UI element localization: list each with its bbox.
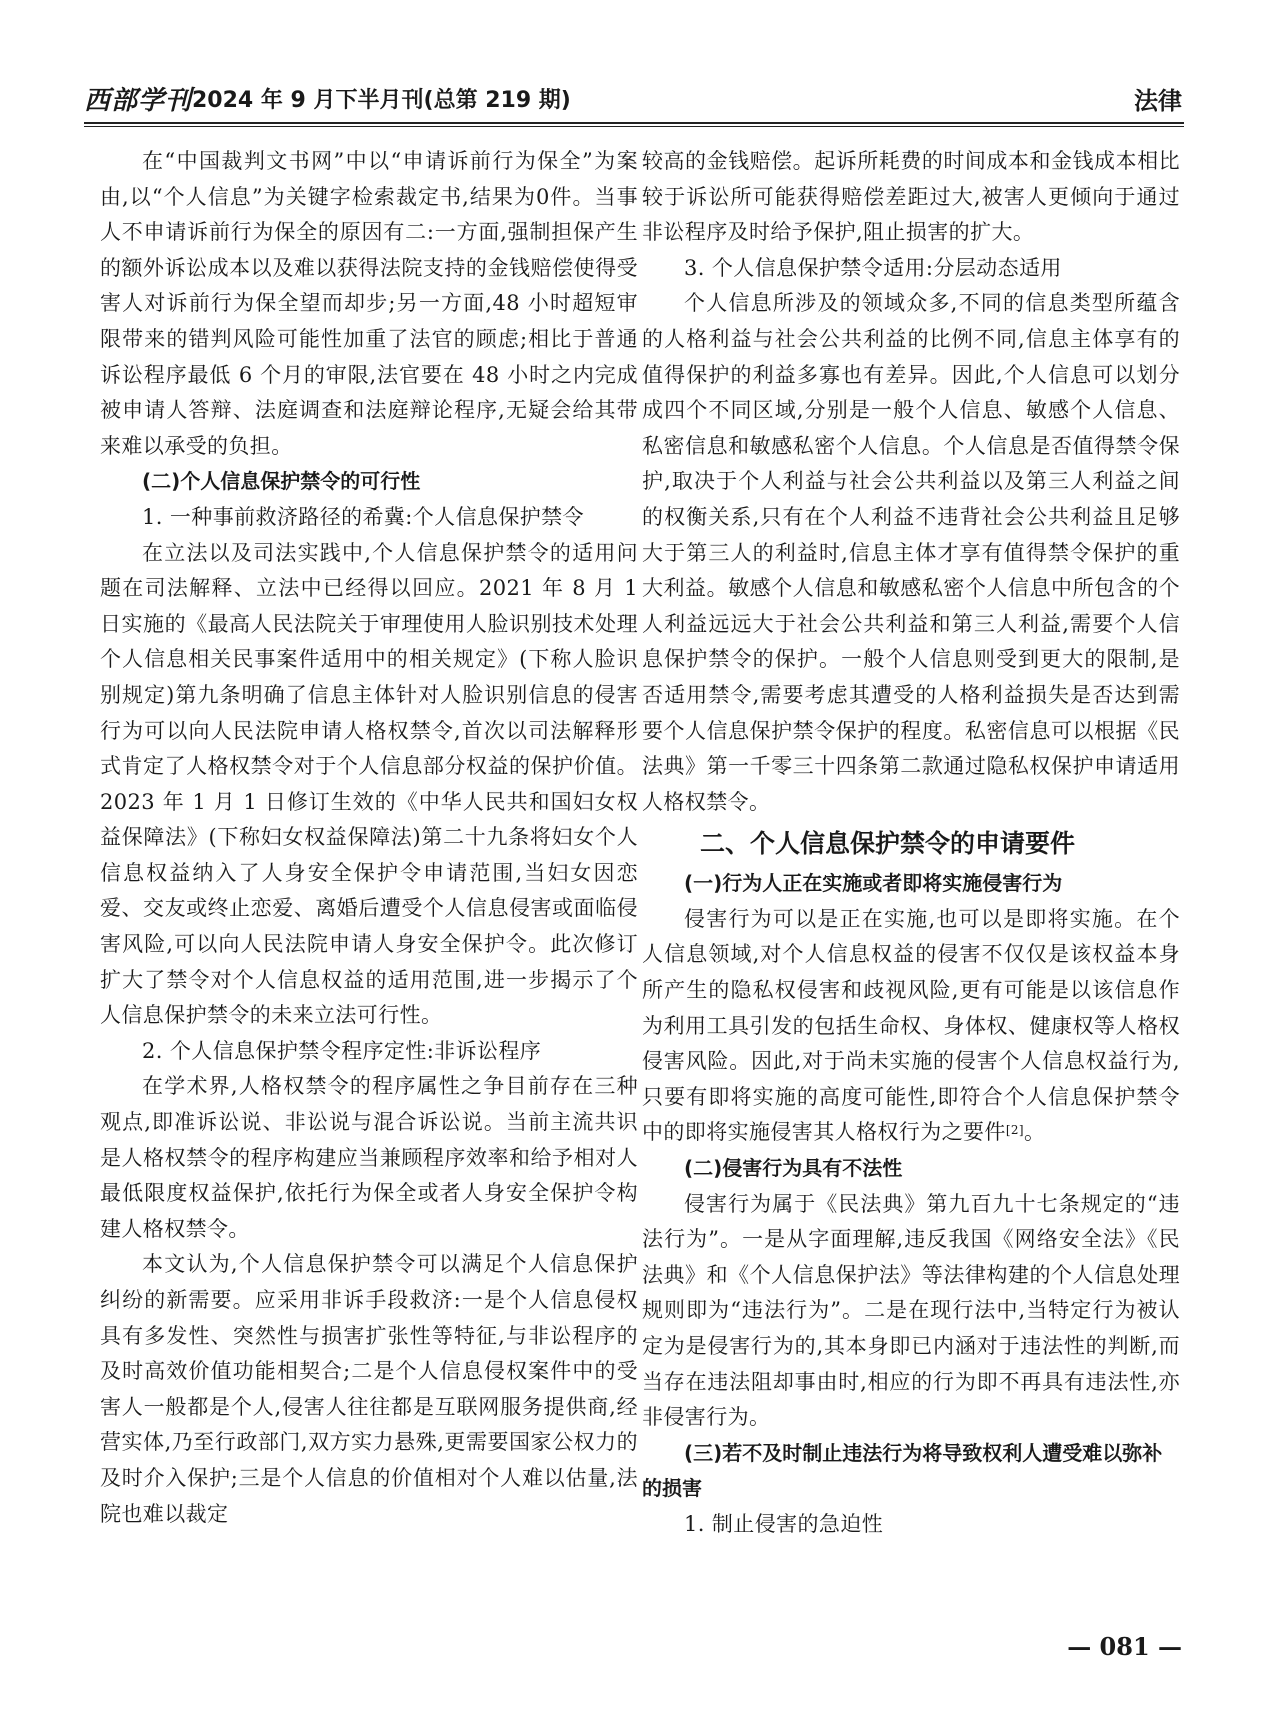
running-header <box>84 84 1184 124</box>
body-paragraph: 在“中国裁判文书网”中以“申请诉前行为保全”为案由,以“个人信息”为关键字检索裁定书,结果为0件。当事人不申请诉前行为保全的原因有二:一方面,强制担保产生的额外诉讼成本以及难以获得法院支持的金钱赔偿使得受害人对诉前行为保全望而却步;另一方面,48 小时超短审限带来的错判风险可能性加重了法官的顾虑;相比于普通诉讼程序最低 6 个月的审限,法官要在 48 小时之内完成被申请人答辩、法庭调查和法庭辩论程序,无疑会给其带来难以承受的负担。 <box>100 149 638 458</box>
body-paragraph <box>642 902 1180 1151</box>
body-paragraph: 个人信息所涉及的领域众多,不同的信息类型所蕴含的人格利益与社会公共利益的比例不同,信息主体享有的值得保护的利益多寡也有差异。因此,个人信息可以划分成四个不同区域,分别是一般个人信息、敏感个人信息、私密信息和敏感私密个人信息。个人信息是否值得禁令保护,取决于个人利益与社会公共利益以及第三人利益之间的权衡关系,只有在个人利益不违背社会公共利益且足够大于第三人的利益时,信息主体才享有值得禁令保护的重大利益。敏感个人信息和敏感私密个人信息中所包含的个人利益远远大于社会公共利益和第三人利益,需要个人信息保护禁令的保护。一般个人信息则受到更大的限制,是否适用禁令,需要考虑其遭受的人格利益损失是否达到需要个人信息保护禁令保护的程度。私密信息可以根据《民法典》第一千零三十四条第二款通过隐私权保护申请适用人格权禁令。 <box>642 291 1180 814</box>
right-column <box>642 144 1180 1543</box>
paragraph-end: 。 <box>1024 1120 1046 1145</box>
subsection-heading: (三)若不及时制止违法行为将导致权利人遭受难以弥补的损害 <box>642 1440 1163 1501</box>
numbered-subheading: 2. 个人信息保护禁令程序定性:非诉讼程序 <box>142 1038 542 1063</box>
header-rule-thin <box>84 126 1184 127</box>
paragraph-text: 侵害行为可以是正在实施,也可以是即将实施。在个人信息领域,对个人信息权益的侵害不仅仅是该权益本身所产生的隐私权侵害和歧视风险,更有可能是以该信息作为利用工具引发的包括生命权、身体权、健康权等人格权侵害风险。因此,对于尚未实施的侵害个人信息权益行为,只要有即将实施的高度可能性,即符合个人信息保护禁令中的即将实施侵害其人格权行为之要件 <box>642 906 1180 1145</box>
citation-marker: [2] <box>1005 1123 1025 1138</box>
header-rule <box>84 122 1184 124</box>
numbered-subheading: 1. 一种事前救济路径的希冀:个人信息保护禁令 <box>142 504 584 529</box>
journal-logo: 西部学刊 <box>84 86 193 116</box>
left-column <box>100 144 638 1532</box>
body-paragraph: 在立法以及司法实践中,个人信息保护禁令的适用问题在司法解释、立法中已经得以回应。2021 年 8 月 1 日实施的《最高人民法院关于审理使用人脸识别技术处理个人信息相关民事案件适用中的相关规定》(下称人脸识别规定)第九条明确了信息主体针对人脸识别信息的侵害行为可以向人民法院申请人格权禁令,首次以司法解释形式肯定了人格权禁令对于个人信息部分权益的保护价值。2023 年 1 月 1 日修订生效的《中华人民共和国妇女权益保障法》(下称妇女权益保障法)第二十九条将妇女个人信息权益纳入了人身安全保护令申请范围,当妇女因恋爱、交友或终止恋爱、离婚后遭受个人信息侵害或面临侵害风险,可以向人民法院申请人身安全保护令。此次修订扩大了禁令对个人信息权益的适用范围,进一步揭示了个人信息保护禁令的未来立法可行性。 <box>100 540 638 1028</box>
page-number: — 081 — <box>1067 1632 1182 1661</box>
section-heading: 二、个人信息保护禁令的申请要件 <box>700 829 1076 859</box>
body-paragraph: 较高的金钱赔偿。起诉所耗费的时间成本和金钱成本相比较于诉讼所可能获得赔偿差距过大,被害人更倾向于通过非讼程序及时给予保护,阻止损害的扩大。 <box>642 149 1180 245</box>
section-name: 法律 <box>1134 87 1182 115</box>
numbered-subheading: 1. 制止侵害的急迫性 <box>684 1511 884 1536</box>
body-paragraph: 在学术界,人格权禁令的程序属性之争目前存在三种观点,即准诉讼说、非讼说与混合诉讼说。当前主流共识是人格权禁令的程序构建应当兼顾程序效率和给予相对人最低限度权益保护,依托行为保全或者人身安全保护令构建人格权禁令。 <box>100 1074 638 1241</box>
journal-issue: 2024 年 9 月下半月刊(总第 219 期) <box>192 88 571 113</box>
body-paragraph: 本文认为,个人信息保护禁令可以满足个人信息保护纠纷的新需要。应采用非诉手段救济:一是个人信息侵权具有多发性、突然性与损害扩张性等特征,与非讼程序的及时高效价值功能相契合;二是个人信息侵权案件中的受害人一般都是个人,侵害人往往都是互联网服务提供商,经营实体,乃至行政部门,双方实力悬殊,更需要国家公权力的及时介入保护;三是个人信息的价值相对个人难以估量,法院也难以裁定 <box>100 1252 638 1526</box>
numbered-subheading: 3. 个人信息保护禁令适用:分层动态适用 <box>684 255 1062 280</box>
subsection-heading: (二)侵害行为具有不法性 <box>684 1156 903 1181</box>
subsection-heading: (一)行为人正在实施或者即将实施侵害行为 <box>684 871 1063 896</box>
subsection-heading: (二)个人信息保护禁令的可行性 <box>142 469 421 494</box>
body-paragraph: 侵害行为属于《民法典》第九百九十七条规定的“违法行为”。一是从字面理解,违反我国《网络安全法》《民法典》和《个人信息保护法》等法律构建的个人信息处理规则即为“违法行为”。二是在现行法中,当特定行为被认定为是侵害行为的,其本身即已内涵对于违法性的判断,而当存在违法阻却事由时,相应的行为即不再具有违法性,亦非侵害行为。 <box>642 1191 1180 1430</box>
